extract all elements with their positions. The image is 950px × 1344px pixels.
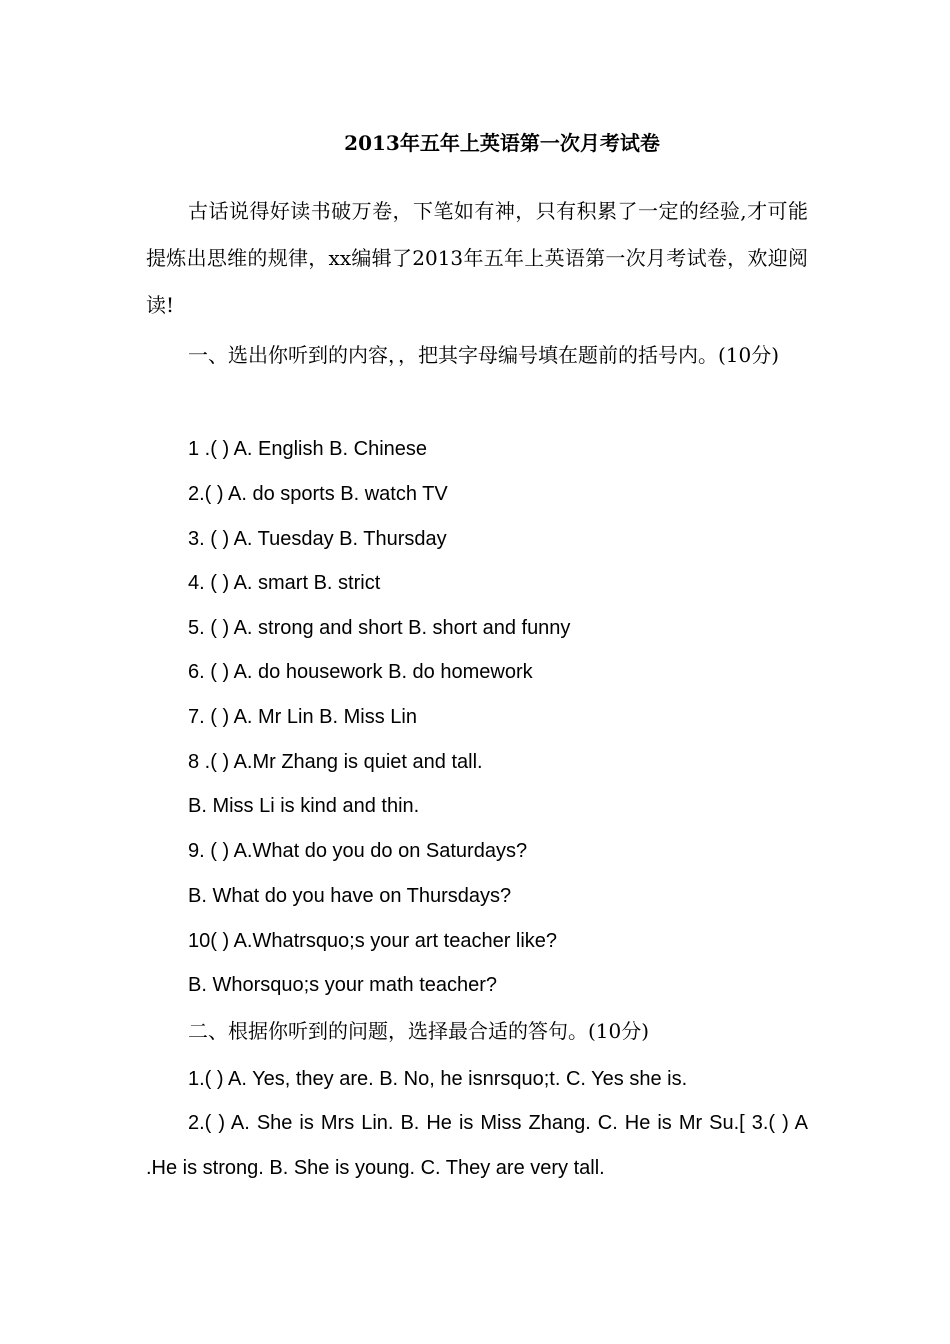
question-line: 7. ( ) A. Mr Lin B. Miss Lin: [188, 706, 417, 728]
question-line: 1 .( ) A. English B. Chinese: [188, 438, 428, 460]
section2-heading: 二、根据你听到的问题，选择最合适的答句。(10分): [188, 1019, 650, 1043]
intro-paragraph: 古话说得好读书破万卷，下笔如有神，只有积累了一定的经验,才可能提炼出思维的规律，xx编辑了2013年五年上英语第一次月考试卷，欢迎阅读!: [146, 199, 808, 317]
question-line: 1.( ) A. Yes, they are. B. No, he isnrsquo;t. C. Yes she is.: [188, 1068, 688, 1090]
question-line: 4. ( ) A. smart B. strict: [188, 572, 381, 594]
question-line: 3. ( ) A. Tuesday B. Thursday: [188, 528, 447, 550]
page-title: 2013年五年上英语第一次月考试卷: [344, 131, 660, 155]
question-line: 9. ( ) A.What do you do on Saturdays?: [188, 840, 528, 862]
question-line: B. Whorsquo;s your math teacher?: [188, 974, 498, 996]
question-line: 5. ( ) A. strong and short B. short and funny: [188, 617, 571, 639]
question-line: B. What do you have on Thursdays?: [188, 885, 512, 907]
question-line: 10( ) A.Whatrsquo;s your art teacher like?: [188, 930, 558, 952]
section1-heading: 一、选出你听到的内容，，把其字母编号填在题前的括号内。(10分): [188, 343, 780, 367]
question-line: 6. ( ) A. do housework B. do homework: [188, 661, 533, 683]
question-line: 2.( ) A. do sports B. watch TV: [188, 483, 448, 505]
question-line: B. Miss Li is kind and thin.: [188, 795, 420, 817]
question-paragraph: 2.( ) A. She is Mrs Lin. B. He is Miss Zhang. C. He is Mr Su.[ 3.( ) A .He is strong. B. She is young. C. They are very tall.: [146, 1112, 808, 1179]
question-line: 8 .( ) A.Mr Zhang is quiet and tall.: [188, 751, 483, 773]
